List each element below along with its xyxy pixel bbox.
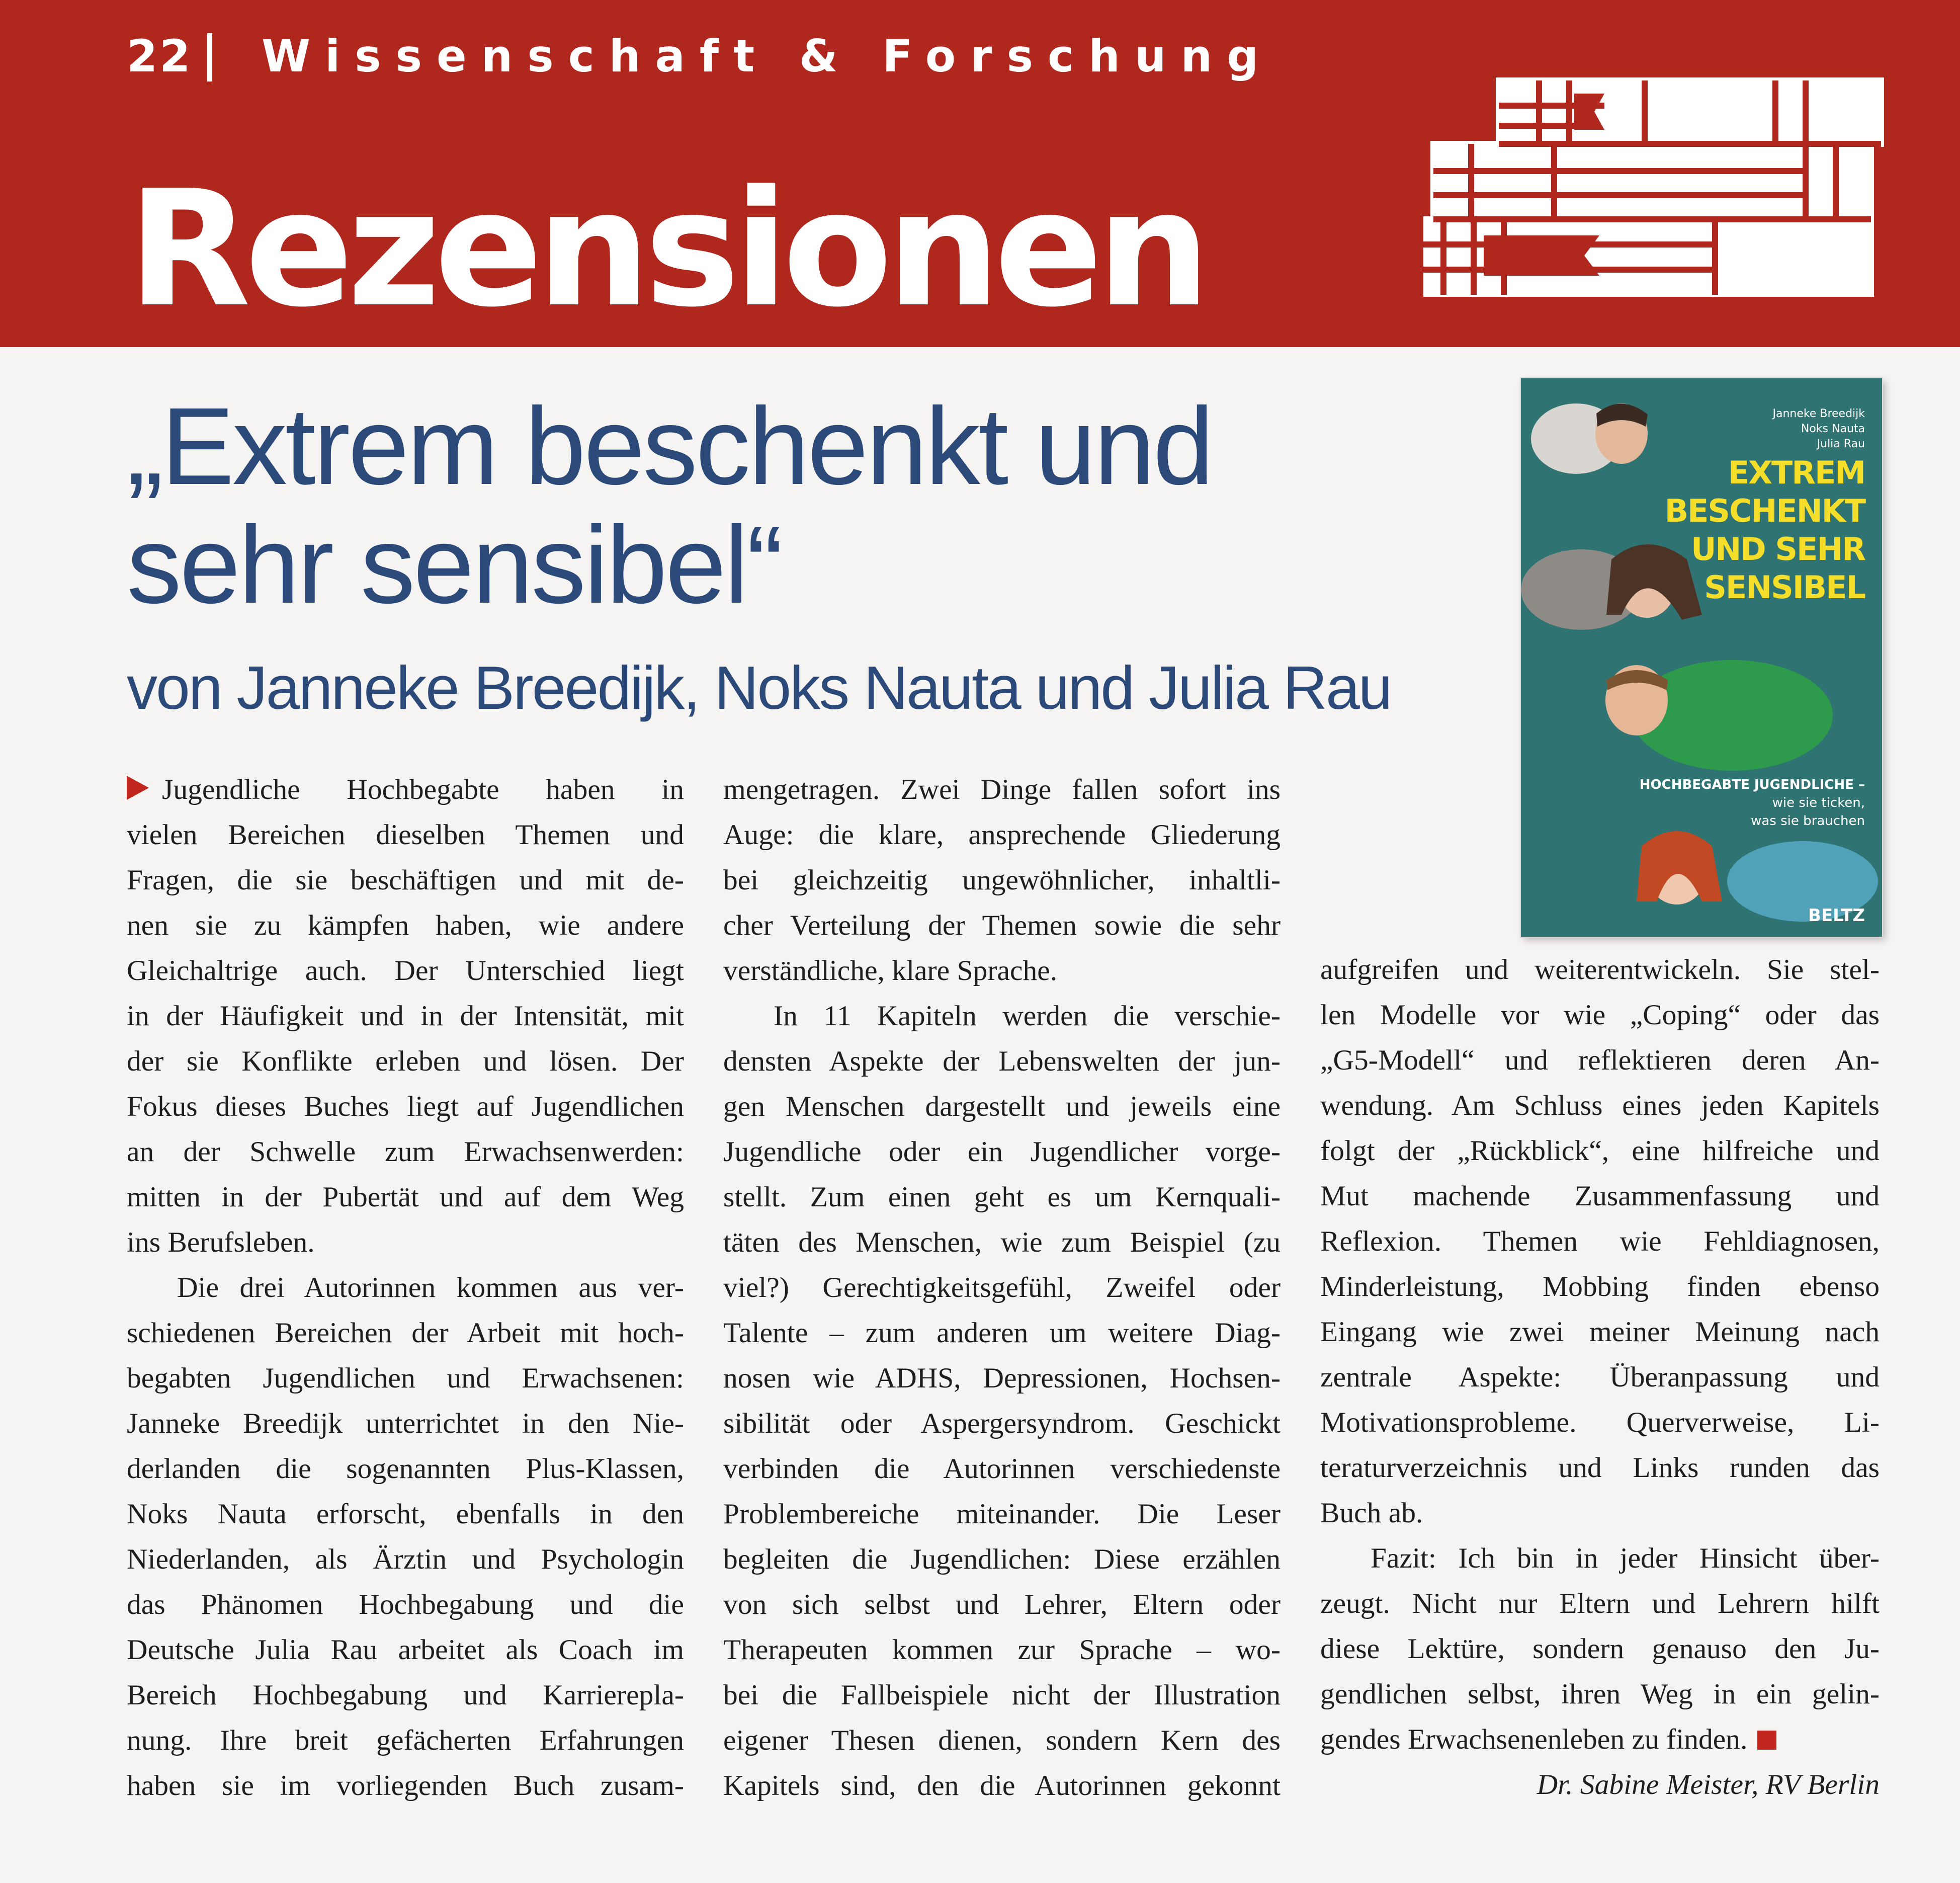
text-line: nosen wie ADHS, Depressionen, Hochsen- bbox=[723, 1362, 1281, 1394]
text-line: begleiten die Jugendlichen: Diese erzählen bbox=[723, 1543, 1281, 1575]
text-line: zeugt. Nicht nur Eltern und Lehrern hilft bbox=[1320, 1588, 1880, 1619]
text-line bbox=[127, 767, 684, 812]
text-line: Minderleistung, Mobbing finden ebenso bbox=[1320, 1271, 1880, 1302]
cover-author: Janneke Breedijk bbox=[1772, 407, 1865, 420]
review-title-line: sehr sensibel“ bbox=[127, 504, 782, 626]
page-number: 22 bbox=[127, 30, 193, 82]
cover-authors bbox=[1772, 406, 1865, 452]
text-line: in der Häufigkeit und in der Intensität, mit bbox=[127, 1000, 684, 1032]
text-line: Auge: die klare, ansprechende Gliederung bbox=[723, 819, 1281, 851]
cover-subtitle-line: wie sie ticken, bbox=[1772, 795, 1865, 810]
section-label: Wissenschaft & Forschung bbox=[262, 30, 1273, 82]
text-line: teraturverzeichnis und Links runden das bbox=[1320, 1452, 1880, 1484]
text-column-2 bbox=[723, 767, 1281, 1809]
text-line: gendlichen selbst, ihren Weg in ein gelin- bbox=[1320, 1678, 1880, 1710]
text-line: Jugendliche oder ein Jugendlicher vorge- bbox=[723, 1136, 1281, 1168]
text-line: Buch ab. bbox=[1320, 1497, 1423, 1529]
text-line: schiedenen Bereichen der Arbeit mit hoch- bbox=[127, 1317, 684, 1349]
text-column-3 bbox=[1320, 947, 1880, 1808]
rubric-title: Rezensionen bbox=[128, 156, 1205, 342]
text-column-1 bbox=[127, 767, 684, 1809]
text-line: eigener Thesen dienen, sondern Kern des bbox=[723, 1725, 1281, 1756]
text-line bbox=[1320, 1717, 1880, 1762]
text-line: täten des Menschen, wie zum Beispiel (zu bbox=[723, 1226, 1281, 1258]
text-line: verbinden die Autorinnen verschiedenste bbox=[723, 1453, 1281, 1485]
text-line: folgt der „Rückblick“, eine hilfreiche und bbox=[1320, 1135, 1880, 1167]
text-line: Janneke Breedijk unterrichtet in den Nie- bbox=[127, 1408, 684, 1439]
text-line: Bereich Hochbegabung und Karrierepla- bbox=[127, 1679, 684, 1711]
cover-title-line: EXTREM bbox=[1728, 454, 1865, 491]
text-line: In 11 Kapiteln werden die verschie- bbox=[774, 1000, 1281, 1032]
text-line: „G5-Modell“ und reflektieren deren An- bbox=[1320, 1044, 1880, 1076]
text-line: Fokus dieses Buches liegt auf Jugendlichen bbox=[127, 1091, 684, 1122]
text-line: haben sie im vorliegenden Buch zusam- bbox=[127, 1770, 684, 1802]
text-line: diese Lektüre, sondern genauso den Ju- bbox=[1320, 1633, 1880, 1665]
books-stack-icon bbox=[1423, 75, 1886, 297]
text-line: Die drei Autorinnen kommen aus ver- bbox=[177, 1272, 684, 1303]
text-line: Therapeuten kommen zur Sprache – wo- bbox=[723, 1634, 1281, 1666]
cover-author: Julia Rau bbox=[1817, 438, 1865, 450]
text-line: Fragen, die sie beschäftigen und mit de- bbox=[127, 864, 684, 896]
text-line-content: gendes Erwachsenenleben zu finden. bbox=[1320, 1724, 1748, 1755]
text-line: sibilität oder Aspergersyndrom. Geschickt bbox=[723, 1408, 1281, 1439]
review-signature: Dr. Sabine Meister, RV Berlin bbox=[1537, 1769, 1880, 1800]
text-line: Reflexion. Themen wie Fehldiagnosen, bbox=[1320, 1225, 1880, 1257]
text-line: densten Aspekte der Lebenswelten der jun- bbox=[723, 1045, 1281, 1077]
text-line-content: Jugendliche Hochbegabte haben in bbox=[162, 774, 684, 805]
text-line: begabten Jugendlichen und Erwachsenen: bbox=[127, 1362, 684, 1394]
text-line: verständliche, klare Sprache. bbox=[723, 955, 1058, 987]
cover-title-line: SENSIBEL bbox=[1704, 569, 1865, 606]
text-line: Noks Nauta erforscht, ebenfalls in den bbox=[127, 1498, 684, 1530]
text-line: gen Menschen dargestellt und jeweils eine bbox=[723, 1091, 1281, 1122]
review-authors: von Janneke Breedijk, Noks Nauta und Julia Rau bbox=[127, 653, 1391, 722]
text-line: zentrale Aspekte: Überanpassung und bbox=[1320, 1361, 1880, 1393]
review-title bbox=[127, 387, 1485, 625]
text-line: aufgreifen und weiterentwickeln. Sie stel- bbox=[1320, 954, 1880, 986]
text-line: mitten in der Pubertät und auf dem Weg bbox=[127, 1181, 684, 1213]
text-line: Problembereiche miteinander. Die Leser bbox=[723, 1498, 1281, 1530]
text-line: das Phänomen Hochbegabung und die bbox=[127, 1589, 684, 1620]
text-line: Mut machende Zusammenfassung und bbox=[1320, 1180, 1880, 1212]
end-mark-icon bbox=[1757, 1731, 1776, 1750]
review-title-line: „Extrem beschenkt und bbox=[127, 385, 1212, 508]
cover-title-line: UND SEHR bbox=[1691, 531, 1865, 567]
paragraph-marker-icon bbox=[127, 776, 149, 800]
text-line: nung. Ihre breit gefächerten Erfahrungen bbox=[127, 1725, 684, 1756]
text-line: viel?) Gerechtigkeitsgefühl, Zweifel oder bbox=[723, 1272, 1281, 1303]
text-line: derlanden die sogenannten Plus-Klassen, bbox=[127, 1453, 684, 1485]
text-line: Talente – zum anderen um weitere Diag- bbox=[723, 1317, 1281, 1349]
text-line: Motivationsprobleme. Querverweise, Li- bbox=[1320, 1407, 1880, 1438]
text-line: Gleichaltrige auch. Der Unterschied liegt bbox=[127, 955, 684, 987]
cover-title bbox=[1665, 454, 1865, 607]
cover-author: Noks Nauta bbox=[1801, 423, 1865, 435]
text-line: stellt. Zum einen geht es um Kernquali- bbox=[723, 1181, 1281, 1213]
text-line: Eingang wie zwei meiner Meinung nach bbox=[1320, 1316, 1880, 1348]
text-line: bei gleichzeitig ungewöhnlicher, inhaltli- bbox=[723, 864, 1281, 896]
text-line: len Modelle vor wie „Coping“ oder das bbox=[1320, 999, 1880, 1031]
text-line: Kapitels sind, den die Autorinnen gekonnt bbox=[723, 1770, 1281, 1802]
text-line: von sich selbst und Lehrer, Eltern oder bbox=[723, 1589, 1281, 1620]
text-line: nen sie zu kämpfen haben, wie andere bbox=[127, 910, 684, 941]
text-line: Fazit: Ich bin in jeder Hinsicht über- bbox=[1371, 1542, 1880, 1574]
section-divider bbox=[207, 33, 212, 81]
cover-subtitle-line: HOCHBEGABTE JUGENDLICHE – bbox=[1639, 777, 1865, 792]
text-line: wendung. Am Schluss eines jeden Kapitels bbox=[1320, 1090, 1880, 1121]
text-line: an der Schwelle zum Erwachsenwerden: bbox=[127, 1136, 684, 1168]
text-line: ins Berufsleben. bbox=[127, 1226, 315, 1258]
cover-subtitle bbox=[1640, 776, 1865, 830]
text-line: vielen Bereichen dieselben Themen und bbox=[127, 819, 684, 851]
text-line: bei die Fallbeispiele nicht der Illustration bbox=[723, 1679, 1281, 1711]
text-line: mengetragen. Zwei Dinge fallen sofort ins bbox=[723, 774, 1281, 805]
text-line: cher Verteilung der Themen sowie die sehr bbox=[723, 910, 1281, 941]
cover-subtitle-line: was sie brauchen bbox=[1751, 813, 1865, 829]
cover-publisher-logo: BELTZ bbox=[1808, 906, 1865, 926]
text-line: der sie Konflikte erleben und lösen. Der bbox=[127, 1045, 684, 1077]
cover-title-line: BESCHENKT bbox=[1664, 493, 1865, 529]
text-line: Deutsche Julia Rau arbeitet als Coach im bbox=[127, 1634, 684, 1666]
book-cover bbox=[1521, 378, 1882, 937]
text-line: Niederlanden, als Ärztin und Psychologin bbox=[127, 1543, 684, 1575]
